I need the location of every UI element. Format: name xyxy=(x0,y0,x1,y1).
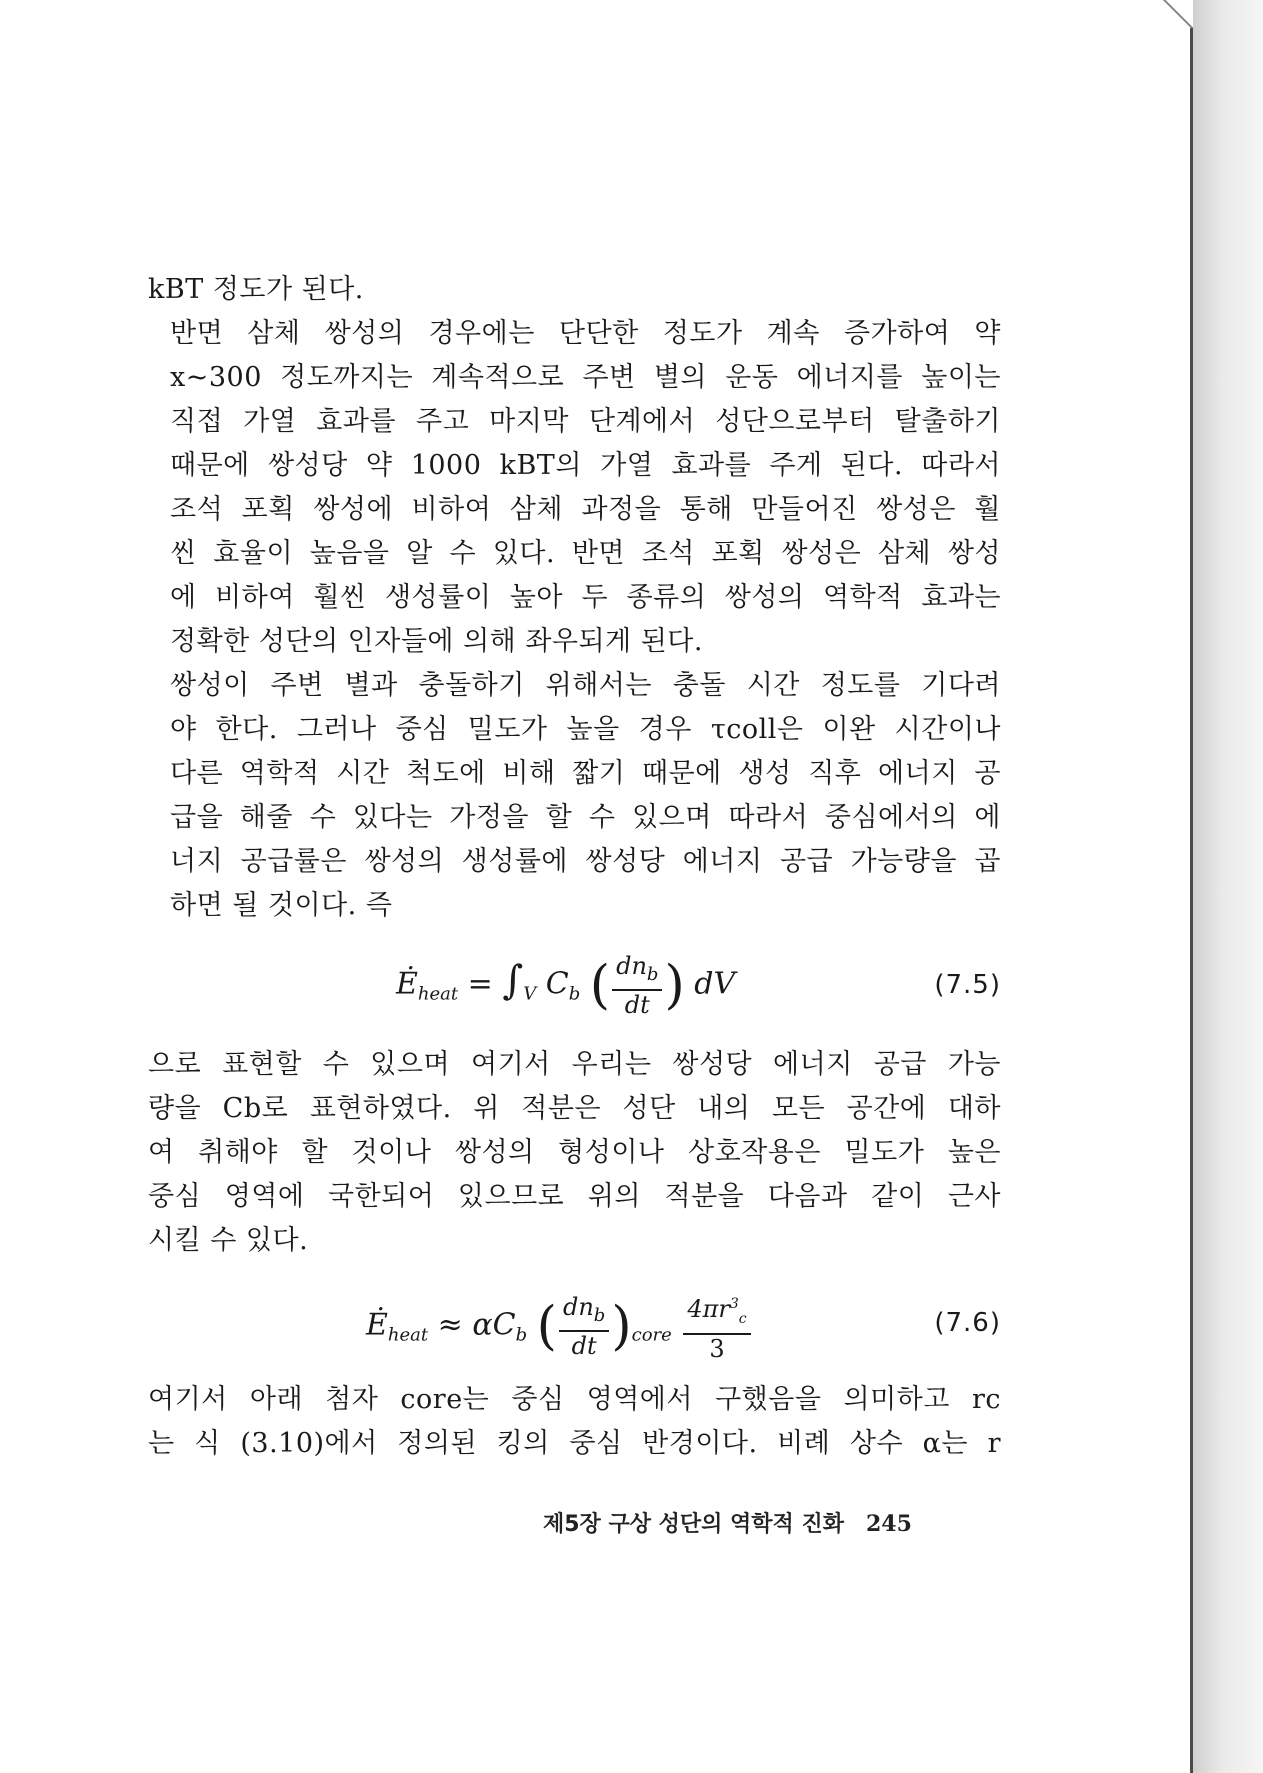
paragraph-4 xyxy=(148,1043,1001,1263)
text-line: x~300 정도까지는 계속적으로 주변 별의 운동 에너지를 높이는 xyxy=(170,362,1001,393)
paren-subscript: core xyxy=(631,1324,672,1346)
text-line: 반면 삼체 쌍성의 경우에는 단단한 정도가 계속 증가하여 약 xyxy=(170,318,1001,349)
numerator-text: dn xyxy=(616,952,647,980)
fraction xyxy=(612,952,662,1019)
paragraph-3 xyxy=(148,664,1001,928)
equation-number: (7.5) xyxy=(934,970,1001,1000)
eq-lhs-sub: heat xyxy=(387,1324,429,1346)
numerator-text: 4πr xyxy=(687,1295,730,1323)
paragraph-5 xyxy=(148,1378,1001,1466)
fraction xyxy=(559,1293,609,1360)
right-paren: ) xyxy=(664,955,685,1016)
text-line: 하면 될 것이다. 즉 xyxy=(170,890,393,921)
text-line: 시킬 수 있다. xyxy=(148,1225,309,1256)
text-line: 너지 공급률은 쌍성의 생성률에 쌍성당 에너지 공급 가능량을 곱 xyxy=(170,846,1001,877)
left-paren: ( xyxy=(589,955,611,1016)
eq-lhs: Ė xyxy=(396,966,418,1002)
integral-sub: V xyxy=(523,983,537,1005)
right-paren: ) xyxy=(611,1296,632,1357)
text-line: 에 비하여 훨씬 생성률이 높아 두 종류의 쌍성의 역학적 효과는 xyxy=(170,582,1001,613)
integral-symbol: ∫ xyxy=(502,957,524,1004)
text-line: 중심 영역에 국한되어 있으므로 위의 적분을 다음과 같이 근사 xyxy=(148,1181,1001,1212)
text-line: 씬 효율이 높음을 알 수 있다. 반면 조석 포획 쌍성은 삼체 쌍성 xyxy=(170,538,1001,569)
numerator-sub: c xyxy=(738,1311,747,1327)
equation-body xyxy=(396,952,735,1019)
numerator-sub: b xyxy=(593,1305,606,1326)
text-line: 다른 역학적 시간 척도에 비해 짧기 때문에 생성 직후 에너지 공 xyxy=(170,758,1001,789)
chapter-title: 제5장 구상 성단의 역학적 진화 xyxy=(543,1512,844,1537)
numerator-sub: b xyxy=(646,964,659,985)
text-line: 는 식 (3.10)에서 정의된 킹의 중심 반경이다. 비례 상수 α는 r xyxy=(148,1428,1001,1459)
eq-lhs: Ė xyxy=(366,1307,388,1343)
eq-operator: ≈ xyxy=(437,1307,463,1343)
fraction-denominator: dt xyxy=(624,991,650,1019)
body-text xyxy=(148,268,1001,928)
left-paren: ( xyxy=(536,1296,557,1357)
text-line: 량을 Cb로 표현하였다. 위 적분은 성단 내의 모든 공간에 대하 xyxy=(148,1093,1001,1124)
text-line: 직접 가열 효과를 주고 마지막 단계에서 성단으로부터 탈출하기 xyxy=(170,406,1001,437)
running-footer xyxy=(543,1507,912,1538)
text-line: 으로 표현할 수 있으며 여기서 우리는 쌍성당 에너지 공급 가능 xyxy=(148,1049,1001,1080)
fraction-numerator xyxy=(559,1293,609,1332)
page-edge-shadow xyxy=(1193,0,1263,1773)
page-number: 245 xyxy=(865,1511,912,1537)
text-line: kBT 정도가 된다. xyxy=(148,274,364,305)
eq-tail: dV xyxy=(694,966,736,1002)
eq-coefficient-sub: b xyxy=(515,1324,528,1346)
text-line: 급을 해줄 수 있다는 가정을 할 수 있으며 따라서 중심에서의 에 xyxy=(170,802,1001,833)
eq-coefficient: C xyxy=(545,966,569,1002)
paragraph-2 xyxy=(148,312,1001,664)
fraction-numerator xyxy=(612,952,662,991)
eq-coefficient: αC xyxy=(472,1307,516,1343)
text-line: 여 취해야 할 것이나 쌍성의 형성이나 상호작용은 밀도가 높은 xyxy=(148,1137,1001,1168)
paragraph-1 xyxy=(148,268,1001,312)
text-line: 정확한 성단의 인자들에 의해 좌우되게 된다. xyxy=(170,626,703,657)
eq-coefficient-sub: b xyxy=(568,983,581,1005)
equation-body xyxy=(366,1290,753,1363)
fraction-denominator: dt xyxy=(571,1332,597,1360)
body-text-3 xyxy=(148,1378,1001,1466)
equation-7-6 xyxy=(148,1290,1001,1363)
text-line: 조석 포획 쌍성에 비하여 삼체 과정을 통해 만들어진 쌍성은 훨 xyxy=(170,494,1001,525)
text-line: 때문에 쌍성당 약 1000 kBT의 가열 효과를 주게 된다. 따라서 xyxy=(170,450,1001,481)
text-line: 야 한다. 그러나 중심 밀도가 높을 경우 τcoll은 이완 시간이나 xyxy=(170,714,1001,745)
equation-number: (7.6) xyxy=(934,1308,1001,1338)
body-text-2 xyxy=(148,1043,1001,1263)
equation-7-5 xyxy=(148,952,1001,1022)
numerator-sup: 3 xyxy=(729,1296,739,1312)
fraction-2-denominator: 3 xyxy=(709,1335,725,1363)
fraction-2-numerator xyxy=(683,1290,750,1335)
numerator-text: dn xyxy=(562,1293,594,1321)
fraction-2 xyxy=(683,1290,750,1363)
eq-operator: = xyxy=(467,966,493,1002)
text-line: 여기서 아래 첨자 core는 중심 영역에서 구했음을 의미하고 rc xyxy=(148,1384,1001,1415)
text-line: 쌍성이 주변 별과 충돌하기 위해서는 충돌 시간 정도를 기다려 xyxy=(170,670,1001,701)
eq-lhs-sub: heat xyxy=(417,983,459,1005)
